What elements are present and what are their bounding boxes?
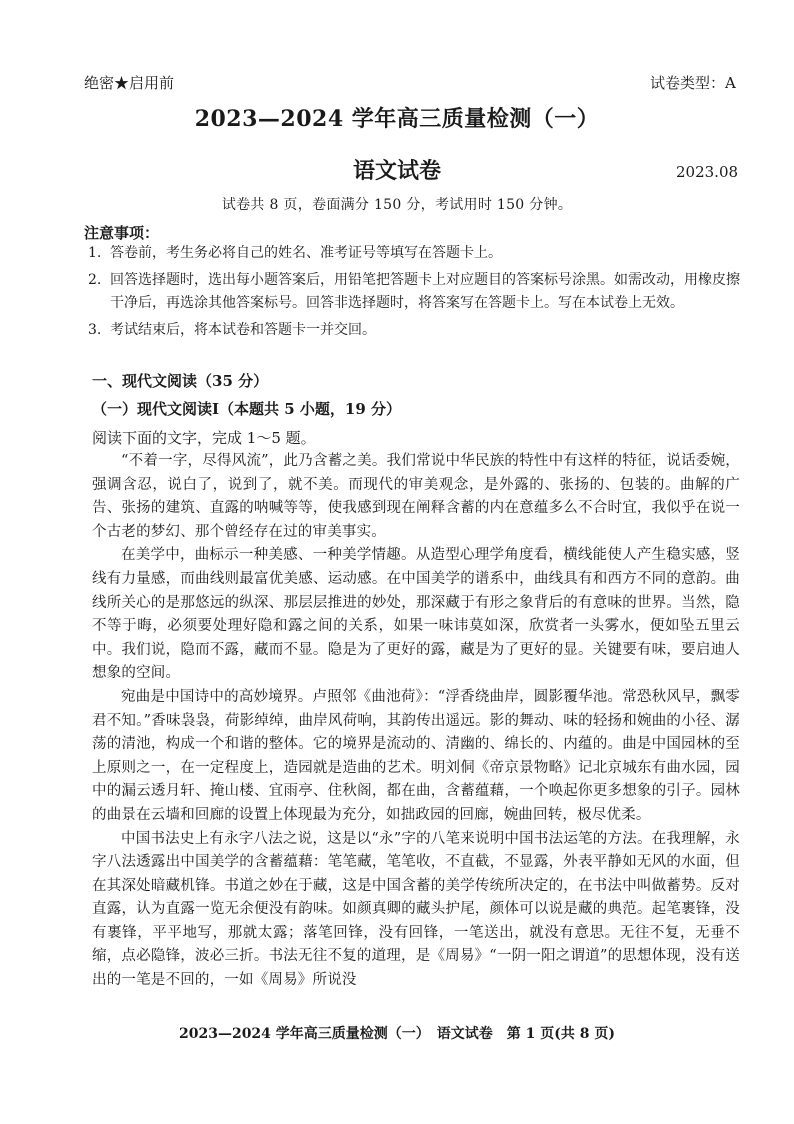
note-number: 1. (88, 245, 102, 261)
notes-list (88, 242, 743, 342)
paper-type: 试卷类型：A (650, 74, 736, 92)
page-footer: 2023—2024 学年高三质量检测（一） 语文试卷 第 1 页(共 8 页) (178, 1026, 616, 1042)
secret-label: 绝密★启用前 (84, 74, 175, 92)
main-title: 2023—2024 学年高三质量检测（一） (194, 106, 600, 132)
exam-info: 试卷共 8 页，卷面满分 150 分，考试用时 150 分钟。 (221, 197, 573, 213)
passage-paragraph: 中国书法史上有永字八法之说，这是以“永”字的八笔来说明中国书法运笔的方法。在我理解，永字八法透露出中国美学的含蓄蕴藉：笔笔藏，笔笔收，不直截，不显露，外表平静如无风的水面，但在其深处暗藏机锋。书道之妙在于藏，这是中国含蓄的美学传统所决定的，在书法中叫做蓄势。反对直露，认为直露一览无余便没有韵味。如颜真卿的藏头护尾，颜体可以说是藏的典范。起笔裹锋，没有裹锋，平平地写，那就太露；落笔回锋，没有回锋，一笔送出，就没有意思。无往不复，无垂不缩，点必隐锋，波必三折。书法无往不复的道理，是《周易》“一阴一阳之谓道”的思想体现，没有送出的一笔是不回的，一如《周易》所说没 (92, 830, 740, 989)
note-item (88, 319, 743, 342)
note-text: 答卷前，考生务必将自己的姓名、准考证号等填写在答题卡上。 (110, 245, 502, 261)
reading-passage (92, 450, 740, 993)
note-item (88, 242, 743, 265)
passage-paragraph: 在美学中，曲标示一种美感、一种美学情趣。从造型心理学角度看，横线能使人产生稳实感，竖线有力量感，而曲线则最富优美感、运动感。在中国美学的谱系中，曲线具有和西方不同的意韵。曲线所关心的是那悠远的纵深、那层层推进的妙处，那深藏于有形之象背后的有意味的世界。当然，隐不等于晦，必须要处理好隐和露之间的关系，如果一味讳莫如深，欣赏者一头雾水，便如坠五里云中。我们说，隐而不露，藏而不显。隐是为了更好的露，藏是为了更好的显。关键要有味，要启迪人想象的空间。 (92, 547, 740, 682)
notes-title: 注意事项： (84, 224, 160, 242)
section-title: 一、现代文阅读（35 分） (92, 372, 269, 390)
subject-title: 语文试卷 (352, 158, 441, 184)
section-subtitle: （一）现代文阅读Ⅰ（本题共 5 小题，19 分） (92, 400, 401, 418)
note-item (88, 269, 743, 315)
passage-paragraph: “不着一字，尽得风流”，此乃含蓄之美。我们常说中华民族的特性中有这样的特征，说话委婉，强调含忍，说白了，说到了，就不美。而现代的审美观念，是外露的、张扬的、包装的。曲解的广告、张扬的建筑、直露的呐喊等等，使我感到现在阐释含蓄的内在意蕴多么不合时宜，我似乎在说一个古老的梦幻、那个曾经存在过的审美事实。 (92, 453, 740, 540)
note-text: 考试结束后，将本试卷和答题卡一并交回。 (110, 322, 376, 338)
passage-paragraph: 宛曲是中国诗中的高妙境界。卢照邻《曲池荷》：“浮香绕曲岸，圆影覆华池。常恐秋风早，飘零君不知。”香味袅袅，荷影绰绰，曲岸风荷响，其韵传出遥远。影的舞动、味的轻扬和婉曲的小径、潺荡的清池，构成一个和谐的整体。它的境界是流动的、清幽的、绵长的、内蕴的。曲是中国园林的至上原则之一，在一定程度上，造园就是造曲的艺术。明刘侗《帝京景物略》记北京城东有曲水园，园中的漏云透月轩、掩山楼、宜雨亭、住秋阁，都在曲，含蓄蕴藉，一个唤起你更多想象的引子。园林的曲景在云墙和回廊的设置上体现最为充分，如拙政园的回廊，婉曲回转，极尽优柔。 (92, 688, 740, 823)
note-text: 回答选择题时，选出每小题答案后，用铅笔把答题卡上对应题目的答案标号涂黑。如需改动，用橡皮擦干净后，再选涂其他答案标号。回答非选择题时，将答案写在答题卡上。写在本试卷上无效。 (110, 272, 740, 311)
note-number: 3. (88, 322, 102, 338)
exam-date: 2023.08 (676, 163, 739, 181)
note-number: 2. (88, 272, 102, 288)
reading-instruction: 阅读下面的文字，完成 1～5 题。 (92, 429, 316, 447)
